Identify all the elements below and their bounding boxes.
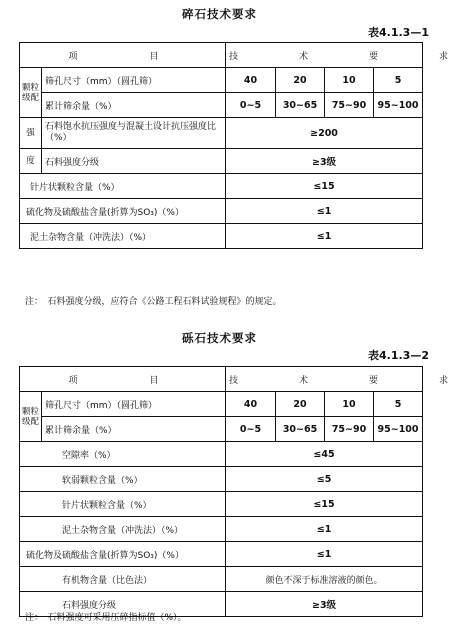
- sieve-size-cell: 10: [325, 392, 374, 417]
- strength-ratio-value: ≥200: [226, 118, 423, 149]
- sulfide-label: 硫化物及硫酸盐含量(折算为SO₃)（%）: [20, 542, 226, 567]
- table-header-row: [20, 43, 423, 68]
- table-row: [20, 68, 423, 93]
- residue-cell: 30~65: [276, 417, 325, 442]
- residue-cell: 75~90: [325, 93, 374, 118]
- mud-label: 泥土杂物含量（冲洗法）（%）: [20, 224, 226, 249]
- needle-flake-label: 针片状颗粒含量（%）: [20, 174, 226, 199]
- sieve-size-cell: 5: [374, 68, 423, 93]
- sieve-size-cell: 20: [276, 68, 325, 93]
- table-row: [20, 442, 423, 467]
- table-row: [20, 93, 423, 118]
- table1-title: 碎石技术要求: [182, 7, 257, 21]
- sieve-size-cell: 10: [325, 68, 374, 93]
- table-row: [20, 492, 423, 517]
- soft-particle-value: ≤5: [226, 467, 423, 492]
- sieve-size-cell: 20: [276, 392, 325, 417]
- strength-grade-label: 石料强度分级: [42, 149, 226, 174]
- sieve-size-label: 筛孔尺寸（mm）（圆孔筛）: [42, 68, 226, 93]
- strength-ratio-label: 石料饱水抗压强度与混凝土设计抗压强度比（%）: [42, 118, 226, 149]
- table-row: [20, 224, 423, 249]
- header-item: 项 目: [20, 367, 226, 392]
- table-row: [20, 199, 423, 224]
- table2-number: 表4.1.3—2: [368, 349, 429, 362]
- residue-label: 累计筛余量（%）: [42, 93, 226, 118]
- residue-cell: 75~90: [325, 417, 374, 442]
- crushed-stone-table: [19, 42, 474, 249]
- sieve-size-cell: 40: [226, 392, 276, 417]
- table-row: [20, 542, 423, 567]
- residue-cell: 95~100: [374, 93, 423, 118]
- residue-cell: 0~5: [226, 93, 276, 118]
- void-ratio-value: ≤45: [226, 442, 423, 467]
- table2-note: 注： 石料强度可采用压碎指标值（%）。: [25, 613, 187, 623]
- header-requirement: 技 术 要 求: [226, 43, 423, 68]
- gradation-group-label: 颗粒级配: [20, 68, 42, 118]
- strength-grade-value: ≥3级: [226, 592, 423, 617]
- table-row: [20, 417, 423, 442]
- sulfide-value: ≤1: [226, 199, 423, 224]
- table-row: [20, 392, 423, 417]
- table2-title: 砾石技术要求: [182, 331, 257, 345]
- organic-label: 有机物含量（比色法）: [20, 567, 226, 592]
- table-row: [20, 517, 423, 542]
- mud-label: 泥土杂物含量（冲洗法）（%）: [20, 517, 226, 542]
- header-requirement: 技 术 要 求: [226, 367, 423, 392]
- table1-number: 表4.1.3—1: [368, 26, 429, 39]
- gradation-group-label: 颗粒级配: [20, 392, 42, 442]
- residue-cell: 95~100: [374, 417, 423, 442]
- sulfide-value: ≤1: [226, 542, 423, 567]
- sulfide-label: 硫化物及硫酸盐含量(折算为SO₃)（%）: [20, 199, 226, 224]
- needle-flake-value: ≤15: [226, 174, 423, 199]
- strength-group-label: 度: [20, 149, 42, 174]
- sieve-size-cell: 5: [374, 392, 423, 417]
- table-row: [20, 567, 423, 592]
- sieve-size-label: 筛孔尺寸（mm）（圆孔筛）: [42, 392, 226, 417]
- gravel-table: [19, 366, 474, 617]
- header-item: 项 目: [20, 43, 226, 68]
- strength-group-label: 强: [20, 118, 42, 149]
- residue-cell: 30~65: [276, 93, 325, 118]
- residue-cell: 0~5: [226, 417, 276, 442]
- residue-label: 累计筛余量（%）: [42, 417, 226, 442]
- sieve-size-cell: 40: [226, 68, 276, 93]
- table-header-row: [20, 367, 423, 392]
- mud-value: ≤1: [226, 224, 423, 249]
- needle-flake-value: ≤15: [226, 492, 423, 517]
- table1-note: 注： 石料强度分级，应符合《公路工程石料试验规程》的规定。: [25, 297, 282, 307]
- needle-flake-label: 针片状颗粒含量（%）: [20, 492, 226, 517]
- table-row: [20, 174, 423, 199]
- table-row: [20, 467, 423, 492]
- void-ratio-label: 空隙率（%）: [20, 442, 226, 467]
- soft-particle-label: 软弱颗粒含量（%）: [20, 467, 226, 492]
- organic-value: 颜色不深于标准溶液的颜色。: [226, 567, 423, 592]
- strength-grade-value: ≥3级: [226, 149, 423, 174]
- table-row: [20, 149, 423, 174]
- strength-grade-label: 石料强度分级: [20, 592, 226, 617]
- mud-value: ≤1: [226, 517, 423, 542]
- table-row: [20, 118, 423, 149]
